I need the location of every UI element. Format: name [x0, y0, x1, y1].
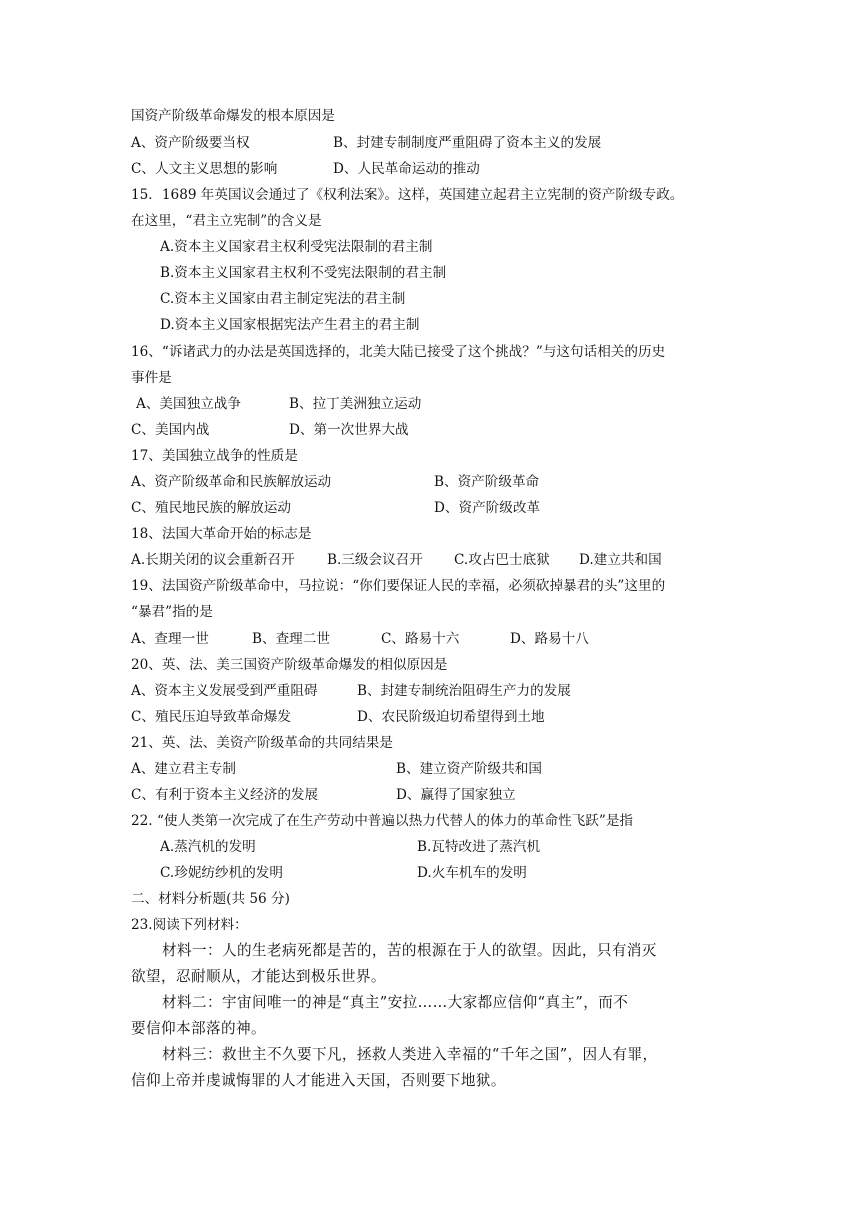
- q20-option-c: C、殖民压迫导致革命爆发: [131, 709, 291, 725]
- q22-option-b: B.瓦特改进了蒸汽机: [417, 839, 541, 855]
- q23-material1-line1: 材料一：人的生老病死都是苦的，苦的根源在于人的欲望。因此，只有消灭: [162, 942, 657, 959]
- q23-stem: 23.阅读下列材料：: [131, 917, 248, 933]
- q21-option-b: B、建立资产阶级共和国: [396, 761, 542, 777]
- q20-option-a: A、资本主义发展受到严重阻碍: [131, 683, 318, 699]
- q21-option-c: C、有利于资本主义经济的发展: [131, 787, 319, 803]
- q17-option-c: C、殖民地民族的解放运动: [131, 500, 291, 516]
- q16-option-c: C、美国内战: [131, 422, 210, 438]
- q23-material2-line1: 材料二：宇宙间唯一的神是“真主”安拉……大家都应信仰“真主”，而不: [162, 994, 629, 1011]
- q15-stem-line2: 在这里，“君主立宪制”的含义是: [131, 213, 322, 229]
- q19-stem-line1: 19、法国资产阶级革命中，马拉说：“你们要保证人民的幸福，必须砍掉暴君的头”这里的: [131, 578, 666, 594]
- q17-stem: 17、美国独立战争的性质是: [131, 448, 298, 464]
- q18-option-c: C.攻占巴士底狱: [454, 552, 550, 568]
- q18-option-d: D.建立共和国: [579, 552, 662, 568]
- q23-material3-line1: 材料三：救世主不久要下凡，拯救人类进入幸福的“千年之国”，因人有罪，: [162, 1046, 658, 1063]
- q19-option-a: A、查理一世: [131, 631, 209, 647]
- q18-option-a: A.长期关闭的议会重新召开: [131, 552, 295, 568]
- q14-option-c: C、人文主义思想的影响: [131, 161, 278, 177]
- q22-option-d: D.火车机车的发明: [417, 865, 527, 881]
- q21-option-a: A、建立君主专制: [131, 761, 236, 777]
- q23-material3-line2: 信仰上帝并虔诚悔罪的人才能进入天国，否则要下地狱。: [131, 1072, 506, 1089]
- q21-option-d: D、赢得了国家独立: [396, 787, 516, 803]
- q17-option-a: A、资产阶级革命和民族解放运动: [131, 474, 332, 490]
- q17-option-d: D、资产阶级改革: [434, 500, 541, 516]
- q23-material2-line2: 要信仰本部落的神。: [131, 1020, 266, 1037]
- q16-stem-line1: 16、“诉诸武力的办法是英国选择的，北美大陆已接受了这个挑战？”与这句话相关的历史: [131, 344, 666, 360]
- q20-option-b: B、封建专制统治阻碍生产力的发展: [357, 683, 571, 699]
- q14-option-b: B、封建专制制度严重阻碍了资本主义的发展: [333, 135, 602, 151]
- q19-option-d: D、路易十八: [510, 631, 589, 647]
- q19-option-b: B、查理二世: [252, 631, 330, 647]
- q14-option-d: D、人民革命运动的推动: [333, 161, 480, 177]
- q16-option-d: D、第一次世界大战: [289, 422, 409, 438]
- q18-option-b: B.三级会议召开: [327, 552, 423, 568]
- q22-stem: 22. “使人类第一次完成了在生产劳动中普遍以热力代替人的体力的革命性飞跃”是指: [131, 813, 634, 829]
- section2-heading: 二、材料分析题(共 56 分): [131, 891, 290, 907]
- q21-stem: 21、英、法、美资产阶级革命的共同结果是: [131, 735, 393, 751]
- q22-option-c: C.珍妮纺纱机的发明: [160, 865, 283, 881]
- q18-stem: 18、法国大革命开始的标志是: [131, 526, 312, 542]
- q20-option-d: D、农民阶级迫切希望得到土地: [357, 709, 545, 725]
- q16-stem-line2: 事件是: [131, 370, 172, 386]
- q15-stem-line1: 15．1689 年英国议会通过了《权利法案》。这样，英国建立起君主立宪制的资产阶级专政。: [131, 187, 684, 203]
- q17-option-b: B、资产阶级革命: [434, 474, 540, 490]
- q20-stem: 20、英、法、美三国资产阶级革命爆发的相似原因是: [131, 657, 448, 673]
- q22-option-a: A.蒸汽机的发明: [160, 839, 256, 855]
- q16-option-b: B、拉丁美洲独立运动: [289, 396, 422, 412]
- q19-stem-line2: “暴君”指的是: [131, 604, 213, 620]
- q15-option-d: D.资本主义国家根据宪法产生君主的君主制: [160, 317, 420, 333]
- q15-option-a: A.资本主义国家君主权利受宪法限制的君主制: [160, 239, 433, 255]
- q15-option-c: C.资本主义国家由君主制定宪法的君主制: [160, 291, 406, 307]
- q14-stem-continuation: 国资产阶级革命爆发的根本原因是: [131, 108, 335, 124]
- q19-option-c: C、路易十六: [381, 631, 460, 647]
- q14-option-a: A、资产阶级要当权: [131, 135, 250, 151]
- q15-option-b: B.资本主义国家君主权利不受宪法限制的君主制: [160, 265, 447, 281]
- q23-material1-line2: 欲望，忍耐顺从，才能达到极乐世界。: [131, 968, 386, 985]
- q16-option-a: A、美国独立战争: [136, 396, 241, 412]
